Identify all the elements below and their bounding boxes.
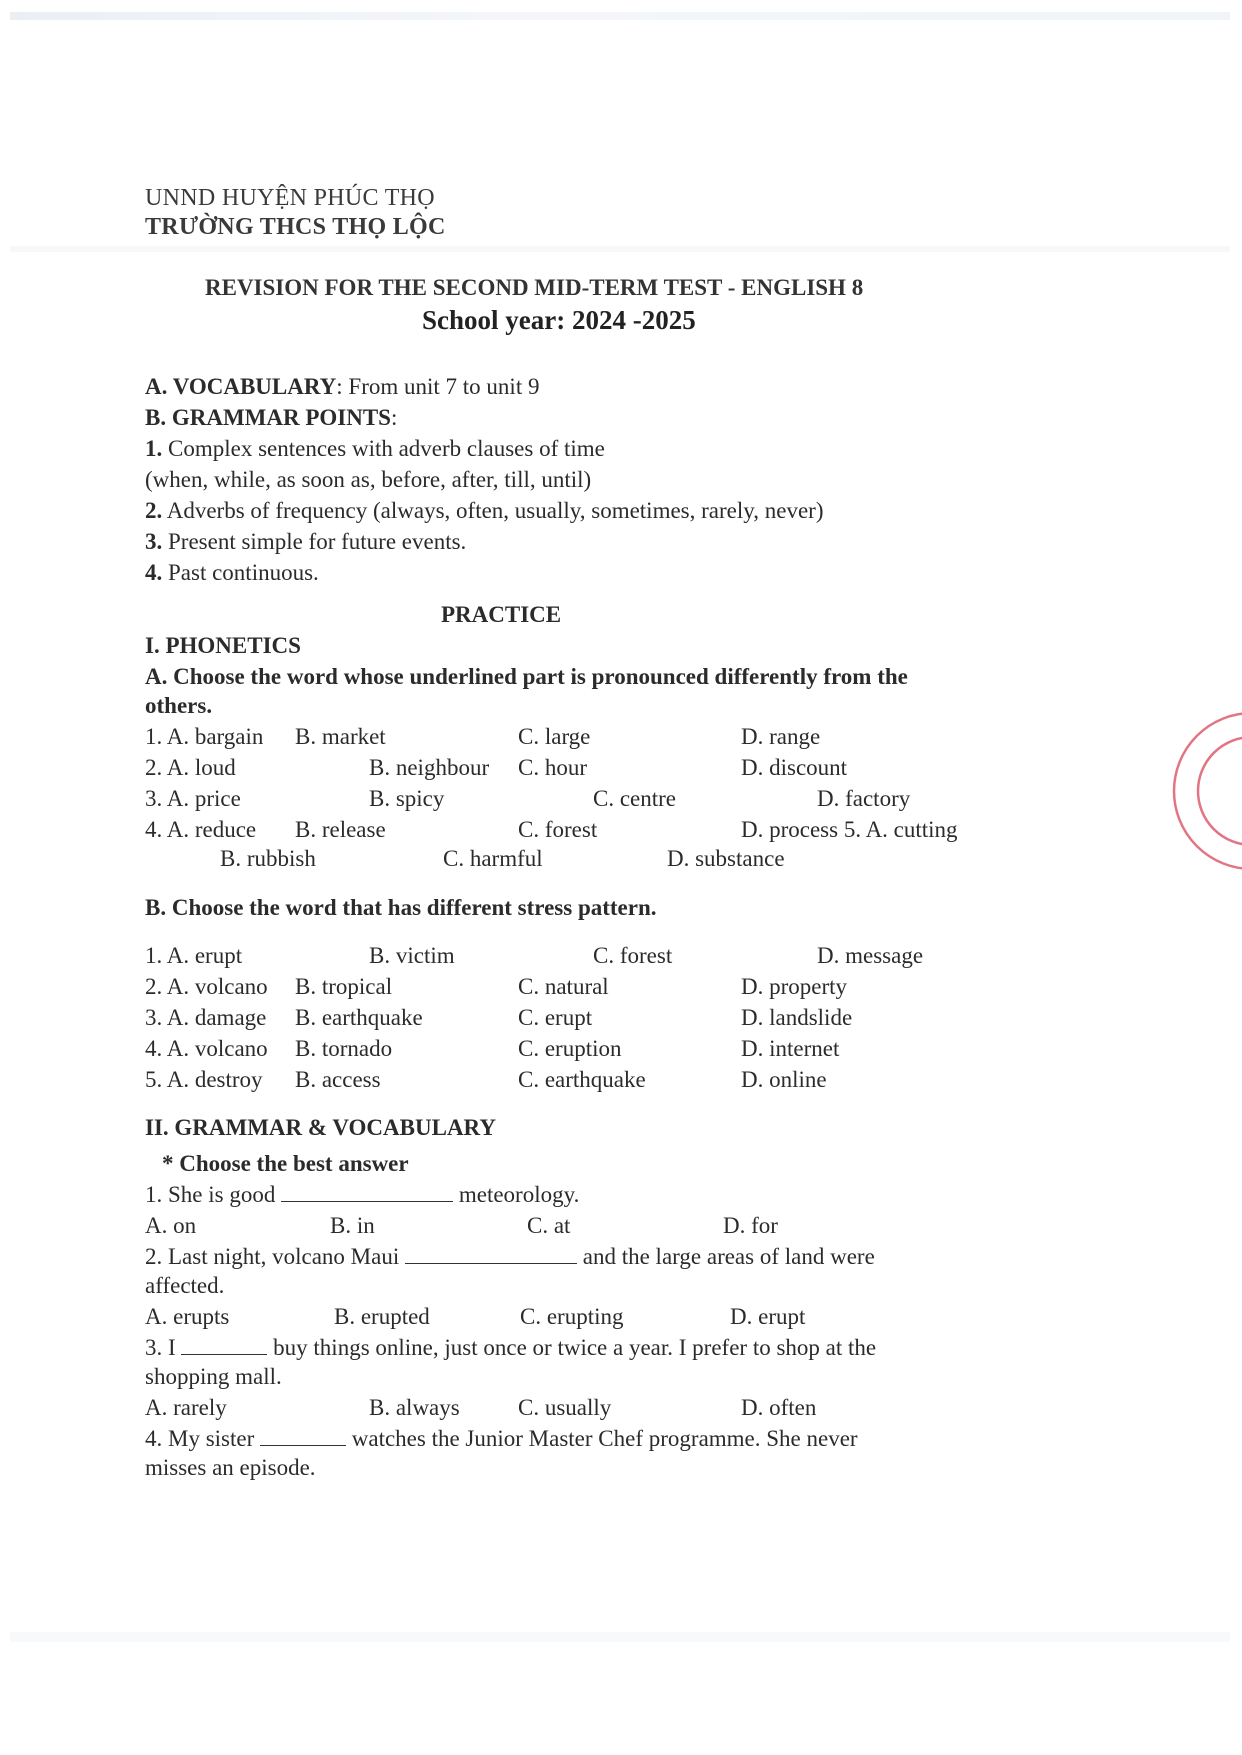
scan-artifact-top — [10, 12, 1230, 20]
phonetics-option: C. harmful — [443, 846, 543, 871]
phonetics-option: B. neighbour — [369, 755, 490, 780]
grammar-point: 1. Complex sentences with adverb clauses of time — [145, 436, 605, 461]
phonetics-option: D. discount — [741, 755, 848, 780]
stress-option: 5. A. destroy — [145, 1067, 263, 1092]
answer-option: B. in — [330, 1213, 375, 1238]
answer-blank — [405, 1243, 577, 1264]
phonetics-heading: I. PHONETICS — [145, 633, 301, 658]
answer-option: D. for — [723, 1213, 778, 1238]
phonetics-instruction-b: B. Choose the word that has different stress pattern. — [145, 895, 657, 920]
question-2-cont: affected. — [145, 1273, 225, 1298]
phonetics-option: C. large — [518, 724, 591, 749]
stress-option: C. earthquake — [518, 1067, 646, 1092]
answer-blank — [260, 1425, 346, 1446]
stress-option: D. message — [817, 943, 924, 968]
stress-option: 1. A. erupt — [145, 943, 243, 968]
stress-option: D. online — [741, 1067, 827, 1092]
stress-option: C. forest — [593, 943, 673, 968]
phonetics-instruction-a-cont: others. — [145, 693, 213, 718]
stress-option: D. landslide — [741, 1005, 853, 1030]
grammar-point: 2. Adverbs of frequency (always, often, usually, sometimes, rarely, never) — [145, 498, 824, 523]
official-stamp — [1162, 696, 1242, 886]
answer-option: D. often — [741, 1395, 817, 1420]
district-name: UNND HUYỆN PHÚC THỌ — [145, 185, 435, 211]
stress-option: C. eruption — [518, 1036, 622, 1061]
grammar-label: B. GRAMMAR POINTS — [145, 405, 391, 430]
answer-option: D. erupt — [730, 1304, 806, 1329]
answer-option: A. erupts — [145, 1304, 230, 1329]
phonetics-option: C. hour — [518, 755, 587, 780]
answer-option: B. erupted — [334, 1304, 430, 1329]
phonetics-option: D. range — [741, 724, 821, 749]
phonetics-option: B. market — [295, 724, 386, 749]
answer-option: C. usually — [518, 1395, 612, 1420]
school-name: TRƯỜNG THCS THỌ LỘC — [145, 214, 446, 240]
stress-option: 3. A. damage — [145, 1005, 267, 1030]
stress-option: B. victim — [369, 943, 455, 968]
page-title: REVISION FOR THE SECOND MID-TERM TEST - ENGLISH 8 — [205, 275, 864, 300]
answer-blank — [281, 1181, 453, 1202]
question-1: 1. She is good meteorology. — [145, 1182, 580, 1207]
answer-option: A. rarely — [145, 1395, 227, 1420]
answer-option: C. erupting — [520, 1304, 624, 1329]
phonetics-option: C. forest — [518, 817, 598, 842]
question-4-cont: misses an episode. — [145, 1455, 316, 1480]
grammar-point: (when, while, as soon as, before, after, till, until) — [145, 467, 592, 492]
phonetics-option: 4. A. reduce — [145, 817, 257, 842]
phonetics-option: 1. A. bargain — [145, 724, 264, 749]
question-4: 4. My sister watches the Junior Master Chef programme. She never — [145, 1426, 858, 1451]
answer-blank — [181, 1334, 267, 1355]
answer-option: A. on — [145, 1213, 197, 1238]
stress-option: B. access — [295, 1067, 381, 1092]
question-3-cont: shopping mall. — [145, 1364, 282, 1389]
answer-option: B. always — [369, 1395, 460, 1420]
phonetics-option: B. rubbish — [220, 846, 316, 871]
practice-heading: PRACTICE — [441, 602, 562, 627]
stress-option: C. natural — [518, 974, 609, 999]
stress-option: 4. A. volcano — [145, 1036, 268, 1061]
phonetics-option: D. process 5. A. cutting — [741, 817, 958, 842]
phonetics-option: D. factory — [817, 786, 911, 811]
grammar-point: 3. Present simple for future events. — [145, 529, 467, 554]
phonetics-option: C. centre — [593, 786, 677, 811]
answer-option: C. at — [527, 1213, 571, 1238]
stress-option: B. tornado — [295, 1036, 393, 1061]
stress-option: D. property — [741, 974, 848, 999]
vocabulary-text: : From unit 7 to unit 9 — [336, 374, 540, 399]
phonetics-option: B. release — [295, 817, 386, 842]
phonetics-option: 3. A. price — [145, 786, 241, 811]
school-year: School year: 2024 -2025 — [422, 305, 696, 335]
grammar-heading — [145, 404, 397, 432]
stress-option: C. erupt — [518, 1005, 593, 1030]
stress-option: 2. A. volcano — [145, 974, 268, 999]
grammar-colon: : — [390, 405, 398, 430]
scan-artifact-mid — [10, 246, 1230, 252]
choose-best-instruction: * Choose the best answer — [162, 1151, 409, 1176]
vocabulary-label: A. VOCABULARY — [145, 374, 337, 399]
phonetics-option: B. spicy — [369, 786, 445, 811]
stress-option: B. tropical — [295, 974, 393, 999]
stress-option: D. internet — [741, 1036, 840, 1061]
grammar-point: 4. Past continuous. — [145, 560, 319, 585]
phonetics-instruction-a: A. Choose the word whose underlined part is pronounced differently from the — [145, 664, 908, 689]
phonetics-option: 2. A. loud — [145, 755, 236, 780]
phonetics-option: D. substance — [667, 846, 785, 871]
scan-artifact-bottom — [10, 1632, 1230, 1642]
question-2: 2. Last night, volcano Maui and the large areas of land were — [145, 1244, 875, 1269]
vocabulary-line — [145, 373, 539, 401]
stress-option: B. earthquake — [295, 1005, 423, 1030]
grammar-vocab-heading: II. GRAMMAR & VOCABULARY — [145, 1115, 496, 1140]
question-3: 3. I buy things online, just once or twice a year. I prefer to shop at the — [145, 1335, 877, 1360]
